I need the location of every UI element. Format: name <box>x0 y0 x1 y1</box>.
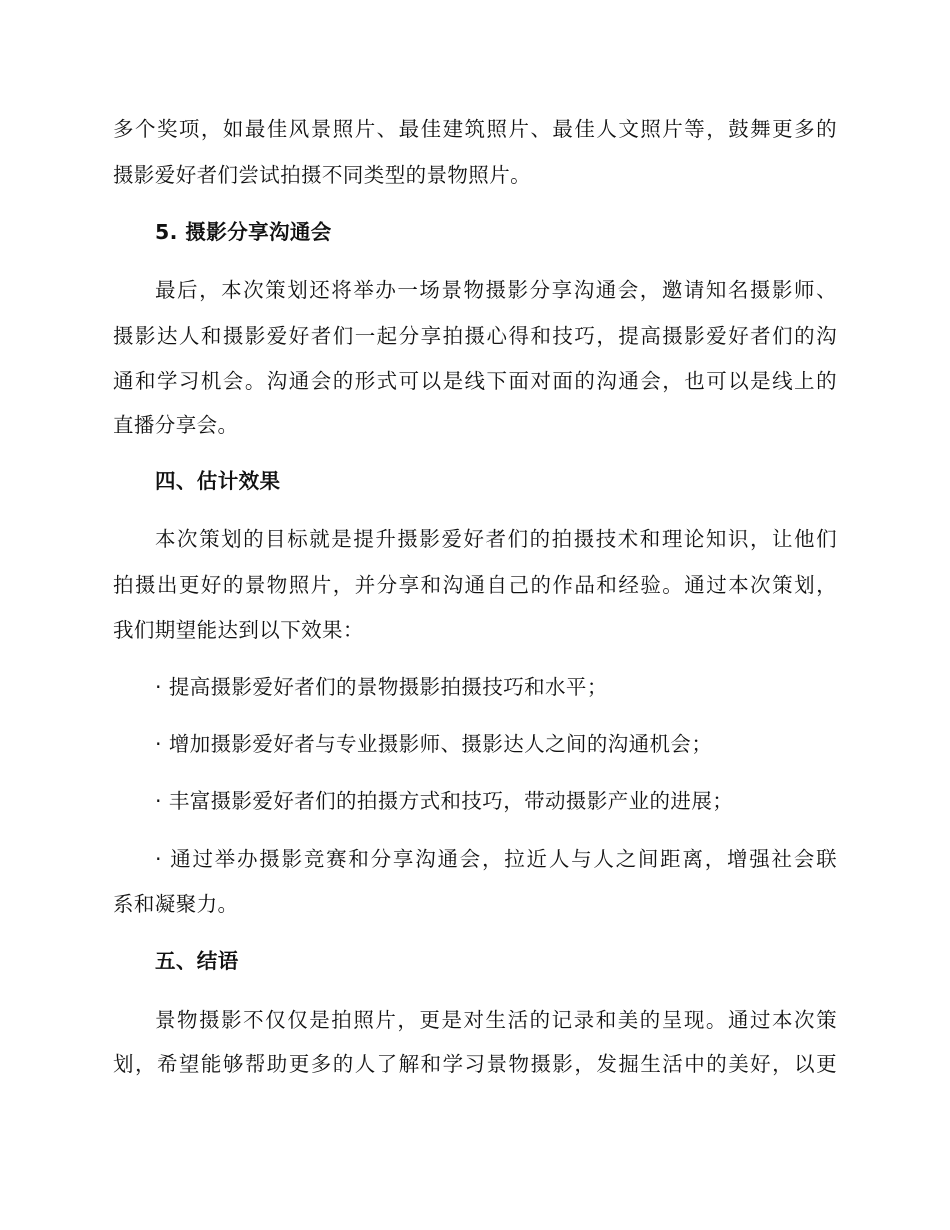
paragraph-line: 划，希望能够帮助更多的人了解和学习景物摄影，发掘生活中的美好，以更 <box>113 1052 837 1076</box>
paragraph-line: 多个奖项，如最佳风景照片、最佳建筑照片、最佳人文照片等，鼓舞更多的 <box>113 117 837 141</box>
bullet-item: · 提高摄影爱好者们的景物摄影拍摄技巧和水平； <box>155 675 608 699</box>
paragraph-line: 最后，本次策划还将举办一场景物摄影分享沟通会，邀请知名摄影师、 <box>155 278 837 302</box>
paragraph-line: 直播分享会。 <box>113 413 239 437</box>
section-heading: 五、结语 <box>155 949 239 973</box>
bullet-item-continuation: 系和凝聚力。 <box>113 892 239 916</box>
bullet-item: · 丰富摄影爱好者们的拍摄方式和技巧，带动摄影产业的进展； <box>155 789 734 813</box>
bullet-item: · 增加摄影爱好者与专业摄影师、摄影达人之间的沟通机会； <box>155 732 713 756</box>
bullet-item: · 通过举办摄影竞赛和分享沟通会，拉近人与人之间距离，增强社会联 <box>155 847 837 871</box>
paragraph-line: 景物摄影不仅仅是拍照片，更是对生活的记录和美的呈现。通过本次策 <box>155 1008 837 1032</box>
paragraph-line: 摄影达人和摄影爱好者们一起分享拍摄心得和技巧，提高摄影爱好者们的沟 <box>113 324 837 348</box>
paragraph-line: 本次策划的目标就是提升摄影爱好者们的拍摄技术和理论知识，让他们 <box>155 527 837 551</box>
paragraph-line: 通和学习机会。沟通会的形式可以是线下面对面的沟通会，也可以是线上的 <box>113 369 837 393</box>
paragraph-line: 拍摄出更好的景物照片，并分享和沟通自己的作品和经验。通过本次策划， <box>113 573 837 597</box>
paragraph-line: 摄影爱好者们尝试拍摄不同类型的景物照片。 <box>113 163 531 187</box>
section-heading: 四、估计效果 <box>155 469 281 493</box>
paragraph-line: 我们期望能达到以下效果： <box>113 618 364 642</box>
section-heading: 5. 摄影分享沟通会 <box>155 220 332 244</box>
